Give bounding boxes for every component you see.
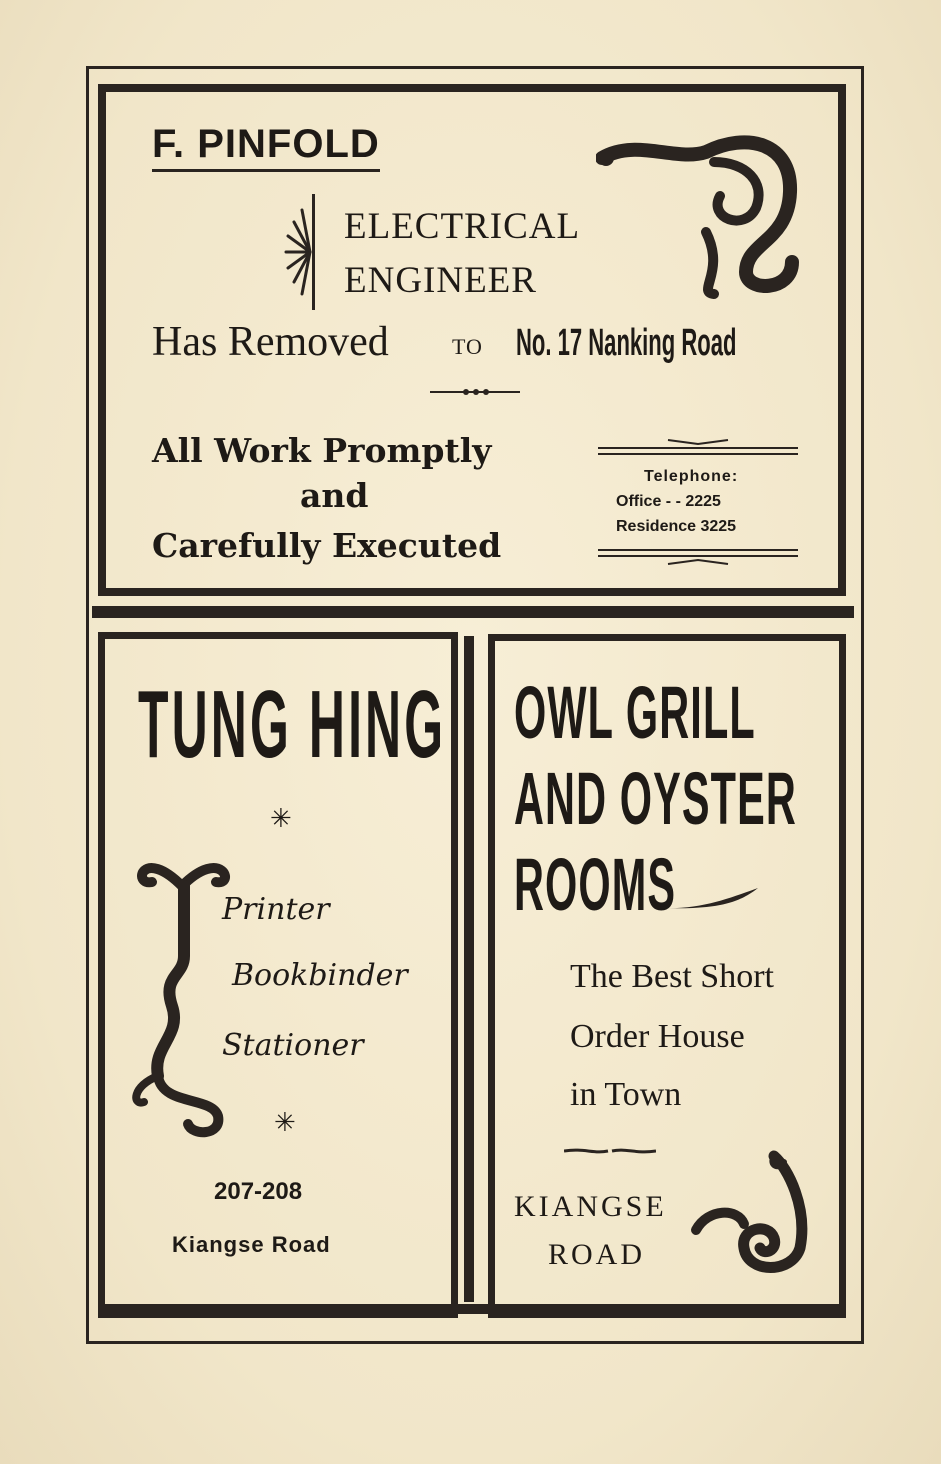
owl-grill-line3: ROOMS	[514, 843, 677, 926]
profession-line1: ELECTRICAL	[344, 206, 581, 247]
service-printer: Printer	[222, 892, 330, 927]
profession-rule	[312, 194, 315, 310]
telephone-label: Telephone:	[644, 468, 739, 485]
star-ornament-icon: ✳	[274, 1108, 296, 1137]
tung-hing-road: Kiangse Road	[172, 1232, 331, 1257]
service-stationer: Stationer	[222, 1028, 364, 1063]
column-divider	[464, 636, 474, 1302]
star-ornament-icon: ✳	[270, 804, 292, 833]
profession	[344, 200, 580, 308]
owl-grill-line2: AND OYSTER	[514, 757, 797, 840]
work-line3: Carefully Executed	[152, 526, 502, 565]
swash-ornament-icon	[660, 884, 760, 914]
has-removed: Has Removed	[152, 319, 389, 365]
tagline-line2: Order House	[570, 1018, 745, 1055]
owl-grill-line1: OWL GRILL	[514, 671, 756, 754]
work-line2: and	[300, 476, 369, 515]
dot-dash-ornament-icon	[430, 386, 520, 398]
tagline-line3: in Town	[570, 1076, 682, 1113]
tung-hing-number: 207-208	[214, 1178, 303, 1205]
tagline-line1: The Best Short	[570, 958, 774, 995]
section-divider-band	[92, 606, 854, 618]
scroll-ornament-icon	[596, 122, 806, 302]
to-word: TO	[452, 334, 483, 359]
telephone-residence: Residence 3225	[616, 518, 737, 535]
telephone-office: Office - - 2225	[616, 493, 721, 510]
owl-street: KIANGSE	[514, 1190, 667, 1223]
bottom-border-band	[98, 1304, 846, 1314]
tung-hing-name: TUNG HING	[138, 671, 447, 778]
profession-line2: ENGINEER	[344, 260, 537, 301]
new-address: No. 17 Nanking Road	[516, 322, 737, 364]
service-bookbinder: Bookbinder	[232, 958, 408, 993]
work-line1: All Work Promptly	[152, 431, 492, 470]
pinfold-name: F. PINFOLD	[152, 122, 380, 172]
owl-road: ROAD	[548, 1238, 646, 1271]
serpent-ornament-icon	[132, 836, 242, 1146]
dash-ornament-icon	[564, 1144, 656, 1158]
sunburst-ornament-icon	[282, 192, 314, 312]
spiral-ornament-icon	[688, 1148, 818, 1278]
